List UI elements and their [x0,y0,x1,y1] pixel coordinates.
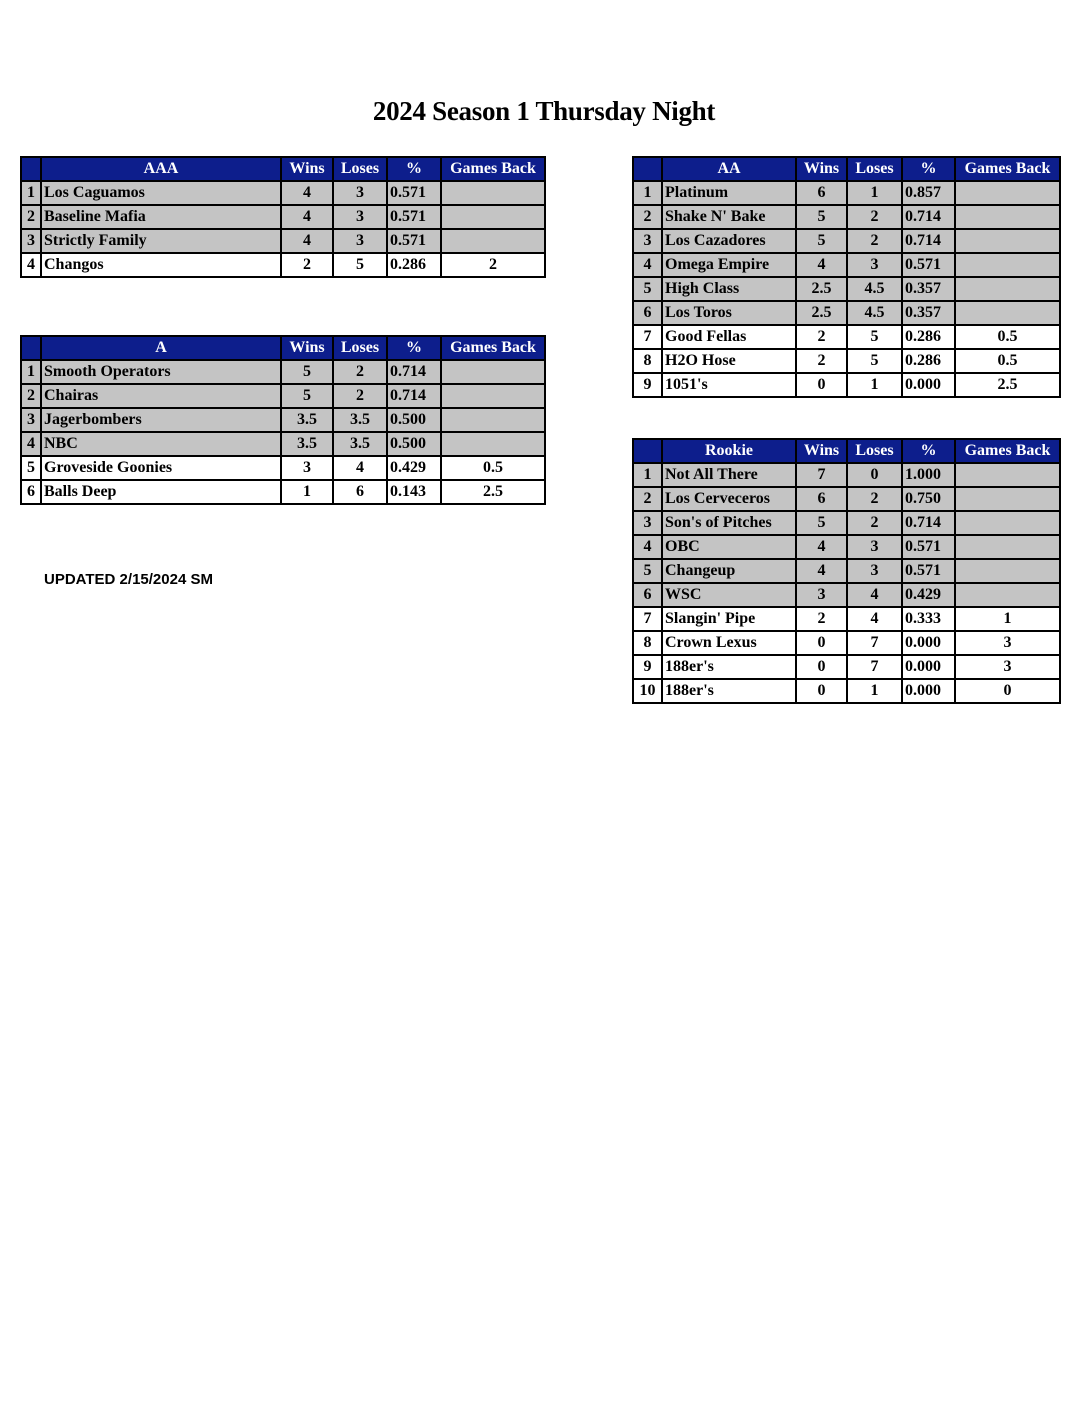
table-row [21,408,545,432]
team-name-cell: Good Fellas [662,325,796,349]
team-name-cell: Changeup [662,559,796,583]
rank-cell: 8 [633,349,662,373]
wins-cell: 2 [796,607,847,631]
page-title: 2024 Season 1 Thursday Night [372,96,716,126]
wins-cell: 6 [796,487,847,511]
pct-header: % [387,157,441,181]
pct-cell: 0.857 [902,181,955,205]
rank-cell: 1 [633,463,662,487]
pct-cell: 0.500 [387,432,441,456]
wins-cell: 5 [281,360,333,384]
games-back-cell [955,559,1060,583]
rank-cell: 5 [21,456,41,480]
games-back-cell: 3 [955,631,1060,655]
games-back-cell: 0.5 [955,325,1060,349]
team-name-cell: Changos [41,253,281,277]
loses-cell: 0 [847,463,902,487]
table-header-row [633,157,1060,181]
rank-cell: 6 [21,480,41,504]
games-back-cell [955,463,1060,487]
wins-cell: 0 [796,373,847,397]
loses-cell: 5 [847,325,902,349]
team-name-cell: 1051's [662,373,796,397]
games-back-cell [441,205,545,229]
loses-cell: 6 [333,480,387,504]
table-row [21,456,545,480]
wins-cell: 5 [796,205,847,229]
division-header: AA [662,157,796,181]
table-row [633,277,1060,301]
pct-cell: 0.357 [902,277,955,301]
team-name-cell: Son's of Pitches [662,511,796,535]
wins-cell: 4 [281,181,333,205]
pct-cell: 1.000 [902,463,955,487]
division-header: AAA [41,157,281,181]
rank-cell: 4 [21,432,41,456]
pct-cell: 0.571 [902,535,955,559]
rank-cell: 2 [21,205,41,229]
rank-cell: 9 [633,655,662,679]
team-name-cell: Smooth Operators [41,360,281,384]
wins-cell: 4 [796,253,847,277]
rank-cell: 4 [633,535,662,559]
pct-cell: 0.000 [902,373,955,397]
team-name-cell: Strictly Family [41,229,281,253]
pct-cell: 0.286 [902,325,955,349]
pct-header: % [902,439,955,463]
team-name-cell: High Class [662,277,796,301]
wins-cell: 0 [796,655,847,679]
loses-cell: 4.5 [847,301,902,325]
table-row [633,229,1060,253]
loses-header: Loses [333,157,387,181]
wins-cell: 3 [796,583,847,607]
games-back-cell [955,277,1060,301]
team-name-cell: Los Caguamos [41,181,281,205]
table-header-row [21,336,545,360]
games-back-cell [955,301,1060,325]
games-back-header: Games Back [955,439,1060,463]
pct-cell: 0.500 [387,408,441,432]
wins-header: Wins [281,336,333,360]
rank-cell: 2 [633,487,662,511]
rank-cell: 3 [21,229,41,253]
pct-cell: 0.429 [387,456,441,480]
rank-cell: 10 [633,679,662,703]
pct-cell: 0.000 [902,631,955,655]
loses-cell: 3 [333,229,387,253]
table-row [633,511,1060,535]
wins-cell: 4 [796,535,847,559]
games-back-cell [955,205,1060,229]
games-back-cell: 0.5 [441,456,545,480]
table-row [21,205,545,229]
loses-header: Loses [847,439,902,463]
wins-cell: 2.5 [796,277,847,301]
team-name-cell: Omega Empire [662,253,796,277]
rank-cell: 3 [633,511,662,535]
wins-header: Wins [796,157,847,181]
rank-cell: 3 [21,408,41,432]
loses-cell: 1 [847,181,902,205]
games-back-cell [955,583,1060,607]
table-row [633,607,1060,631]
wins-cell: 5 [796,511,847,535]
rookie-standings-table [632,438,1061,704]
team-name-cell: H2O Hose [662,349,796,373]
wins-cell: 7 [796,463,847,487]
games-back-cell [441,384,545,408]
games-back-cell: 0.5 [955,349,1060,373]
wins-cell: 2 [796,349,847,373]
rank-cell: 8 [633,631,662,655]
rank-cell: 6 [633,583,662,607]
rank-cell: 5 [633,559,662,583]
team-name-cell: Shake N' Bake [662,205,796,229]
table-row [21,480,545,504]
loses-cell: 7 [847,631,902,655]
loses-cell: 7 [847,655,902,679]
wins-cell: 6 [796,181,847,205]
team-name-cell: Crown Lexus [662,631,796,655]
games-back-cell: 3 [955,655,1060,679]
rank-cell: 1 [633,181,662,205]
games-back-cell: 2.5 [441,480,545,504]
aa-standings-table [632,156,1061,398]
games-back-cell [955,229,1060,253]
team-name-cell: Los Toros [662,301,796,325]
rank-cell: 9 [633,373,662,397]
team-name-cell: Baseline Mafia [41,205,281,229]
pct-cell: 0.714 [387,384,441,408]
games-back-cell [441,432,545,456]
rank-cell: 3 [633,229,662,253]
loses-cell: 5 [333,253,387,277]
loses-cell: 3 [333,205,387,229]
rank-cell: 1 [21,360,41,384]
table-row [633,535,1060,559]
table-header-row [21,157,545,181]
table-row [21,253,545,277]
pct-cell: 0.143 [387,480,441,504]
loses-cell: 2 [333,384,387,408]
pct-cell: 0.286 [387,253,441,277]
pct-cell: 0.571 [387,229,441,253]
table-row [633,679,1060,703]
rank-header [21,157,41,181]
pct-cell: 0.714 [902,511,955,535]
games-back-cell [955,535,1060,559]
games-back-cell: 2.5 [955,373,1060,397]
pct-cell: 0.750 [902,487,955,511]
pct-cell: 0.714 [902,229,955,253]
division-header: A [41,336,281,360]
loses-cell: 2 [847,229,902,253]
wins-header: Wins [281,157,333,181]
loses-cell: 4 [333,456,387,480]
pct-header: % [387,336,441,360]
table-row [633,349,1060,373]
pct-cell: 0.714 [387,360,441,384]
team-name-cell: Balls Deep [41,480,281,504]
rank-cell: 1 [21,181,41,205]
loses-cell: 3.5 [333,432,387,456]
pct-cell: 0.571 [902,559,955,583]
wins-cell: 3.5 [281,432,333,456]
pct-cell: 0.571 [902,253,955,277]
games-back-cell [955,181,1060,205]
loses-cell: 1 [847,373,902,397]
rank-cell: 6 [633,301,662,325]
rank-cell: 7 [633,607,662,631]
table-row [21,181,545,205]
team-name-cell: 188er's [662,679,796,703]
loses-cell: 2 [847,205,902,229]
table-row [21,432,545,456]
rank-cell: 4 [21,253,41,277]
table-row [633,655,1060,679]
aaa-standings-table [20,156,546,278]
loses-cell: 3 [847,559,902,583]
wins-cell: 4 [281,205,333,229]
wins-cell: 4 [796,559,847,583]
table-row [633,583,1060,607]
updated-note: UPDATED 2/15/2024 SM [44,571,213,588]
loses-cell: 4 [847,583,902,607]
wins-cell: 4 [281,229,333,253]
loses-cell: 4 [847,607,902,631]
loses-cell: 3 [847,535,902,559]
rank-header [633,439,662,463]
rank-header [633,157,662,181]
wins-cell: 3 [281,456,333,480]
table-row [633,559,1060,583]
table-row [633,373,1060,397]
games-back-cell: 2 [441,253,545,277]
wins-cell: 5 [796,229,847,253]
wins-cell: 2.5 [796,301,847,325]
table-row [633,301,1060,325]
table-header-row [633,439,1060,463]
loses-cell: 2 [333,360,387,384]
loses-cell: 2 [847,511,902,535]
table-row [633,181,1060,205]
table-row [633,487,1060,511]
team-name-cell: Platinum [662,181,796,205]
team-name-cell: 188er's [662,655,796,679]
games-back-cell [441,360,545,384]
loses-header: Loses [333,336,387,360]
team-name-cell: Slangin' Pipe [662,607,796,631]
team-name-cell: Los Cerveceros [662,487,796,511]
games-back-cell [955,253,1060,277]
games-back-cell [955,511,1060,535]
loses-cell: 5 [847,349,902,373]
a-standings-table [20,335,546,505]
wins-cell: 1 [281,480,333,504]
team-name-cell: Not All There [662,463,796,487]
team-name-cell: NBC [41,432,281,456]
team-name-cell: Groveside Goonies [41,456,281,480]
rank-cell: 2 [21,384,41,408]
table-row [633,205,1060,229]
rank-cell: 7 [633,325,662,349]
games-back-cell [955,487,1060,511]
games-back-cell: 0 [955,679,1060,703]
games-back-header: Games Back [441,336,545,360]
team-name-cell: OBC [662,535,796,559]
team-name-cell: WSC [662,583,796,607]
games-back-header: Games Back [955,157,1060,181]
pct-cell: 0.000 [902,679,955,703]
loses-cell: 3 [847,253,902,277]
rank-header [21,336,41,360]
pct-header: % [902,157,955,181]
wins-cell: 2 [281,253,333,277]
table-row [633,325,1060,349]
pct-cell: 0.286 [902,349,955,373]
loses-cell: 3.5 [333,408,387,432]
table-row [21,384,545,408]
pct-cell: 0.714 [902,205,955,229]
loses-cell: 3 [333,181,387,205]
pct-cell: 0.357 [902,301,955,325]
loses-cell: 4.5 [847,277,902,301]
table-row [21,360,545,384]
table-row [633,253,1060,277]
games-back-cell: 1 [955,607,1060,631]
loses-cell: 2 [847,487,902,511]
rank-cell: 4 [633,253,662,277]
loses-cell: 1 [847,679,902,703]
wins-cell: 3.5 [281,408,333,432]
wins-cell: 0 [796,679,847,703]
team-name-cell: Los Cazadores [662,229,796,253]
team-name-cell: Chairas [41,384,281,408]
games-back-header: Games Back [441,157,545,181]
wins-cell: 2 [796,325,847,349]
rank-cell: 2 [633,205,662,229]
table-row [633,463,1060,487]
pct-cell: 0.000 [902,655,955,679]
table-row [633,631,1060,655]
games-back-cell [441,181,545,205]
rank-cell: 5 [633,277,662,301]
loses-header: Loses [847,157,902,181]
games-back-cell [441,408,545,432]
pct-cell: 0.571 [387,181,441,205]
games-back-cell [441,229,545,253]
pct-cell: 0.571 [387,205,441,229]
team-name-cell: Jagerbombers [41,408,281,432]
pct-cell: 0.333 [902,607,955,631]
table-row [21,229,545,253]
wins-header: Wins [796,439,847,463]
pct-cell: 0.429 [902,583,955,607]
division-header: Rookie [662,439,796,463]
wins-cell: 5 [281,384,333,408]
wins-cell: 0 [796,631,847,655]
